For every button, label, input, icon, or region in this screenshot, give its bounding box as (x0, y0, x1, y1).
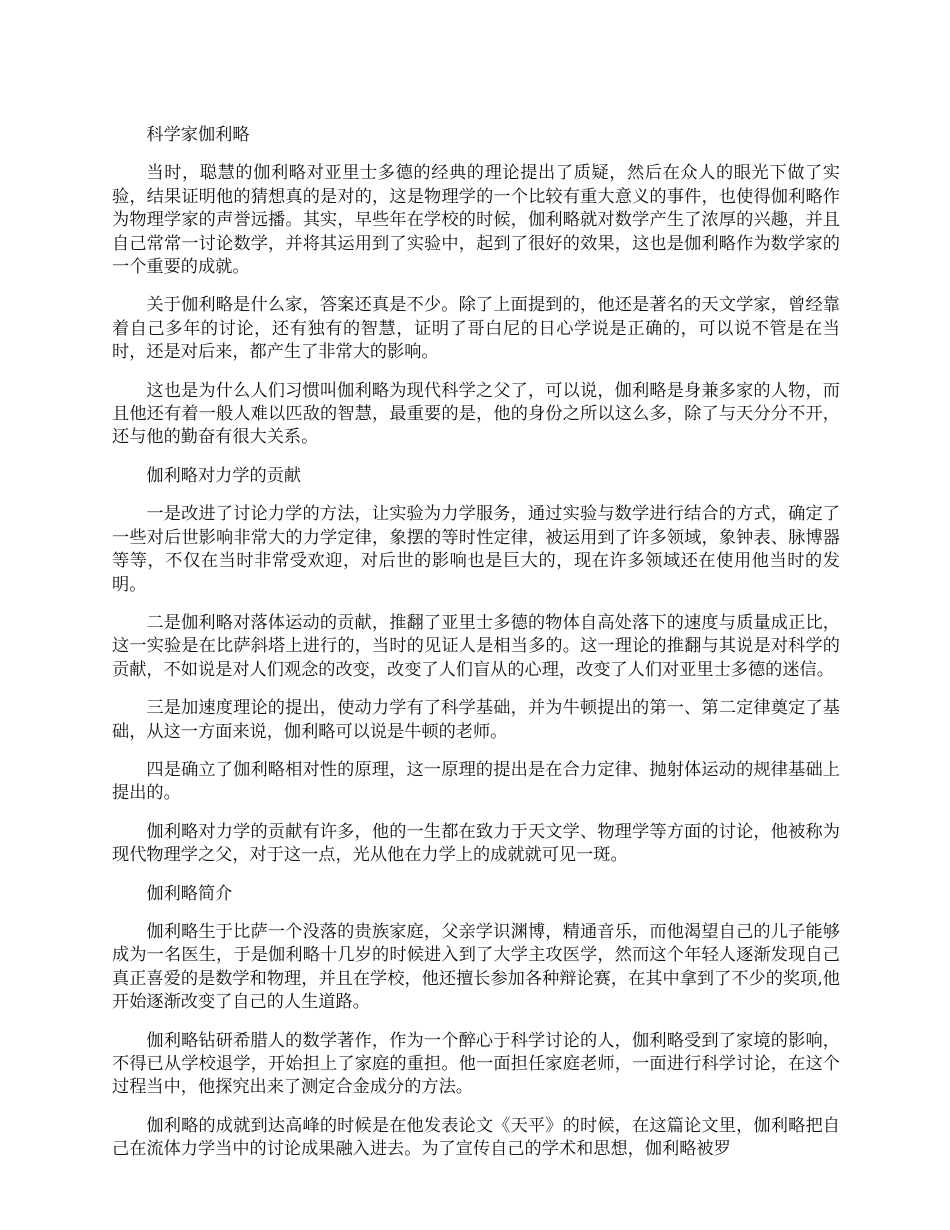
heading-galileo-bio: 伽利略简介 (146, 883, 233, 904)
paragraph: 伽利略生于比萨一个没落的贵族家庭，父亲学识渊博，精通音乐，而他渴望自己的儿子能够成为一名医生，于是伽利略十几岁的时候进入到了大学主攻医学，然而这个年轻人逐渐发现自己真正喜爱的是数学和物理，并且在学校，他还擅长参加各种辩论赛，在其中拿到了不少的奖项,他开始逐渐改变了自己的人生道路。 (112, 921, 840, 1013)
paragraph: 伽利略钻研希腊人的数学著作，作为一个醉心于科学讨论的人，伽利略受到了家境的影响，不得已从学校退学，开始担上了家庭的重担。他一面担任家庭老师，一面进行科学讨论，在这个过程当中，他探究出来了测定合金成分的方法。 (112, 1030, 840, 1098)
paragraph: 四是确立了伽利略相对性的原理，这一原理的提出是在合力定律、抛射体运动的规律基础上提出的。 (112, 759, 840, 804)
heading-mechanics-contribution: 伽利略对力学的贡献 (146, 465, 302, 486)
paragraph: 这也是为什么人们习惯叫伽利略为现代科学之父了，可以说，伽利略是身兼多家的人物，而且他还有着一般人难以匹敌的智慧，最重要的是，他的身份之所以这么多，除了与天分分不开，还与他的勤奋有很大关系。 (112, 380, 840, 448)
heading-scientist-galileo: 科学家伽利略 (146, 125, 250, 145)
paragraph: 伽利略对力学的贡献有许多，他的一生都在致力于天文学、物理学等方面的讨论，他被称为现代物理学之父，对于这一点，光从他在力学上的成就就可见一斑。 (112, 821, 840, 866)
paragraph: 三是加速度理论的提出，使动力学有了科学基础，并为牛顿提出的第一、第二定律奠定了基础，从这一方面来说，伽利略可以说是牛顿的老师。 (112, 698, 840, 742)
paragraph: 一是改进了讨论力学的方法，让实验为力学服务，通过实验与数学进行结合的方式，确定了一些对后世影响非常大的力学定律，象摆的等时性定律，被运用到了许多领域，象钟表、脉博器等等，不仅在当时非常受欢迎，对后世的影响也是巨大的，现在许多领域还在使用他当时的发明。 (112, 504, 840, 595)
paragraph: 二是伽利略对落体运动的贡献，推翻了亚里士多德的物体自高处落下的速度与质量成正比，这一实验是在比萨斜塔上进行的，当时的见证人是相当多的。这一理论的推翻与其说是对科学的贡献，不如说是对人们观念的改变，改变了人们盲从的心理，改变了人们对亚里士多德的迷信。 (112, 612, 840, 680)
document-page (112, 124, 840, 1177)
paragraph: 伽利略的成就到达高峰的时候是在他发表论文《天平》的时候，在这篇论文里，伽利略把自己在流体力学当中的讨论成果融入进去。为了宣传自己的学术和思想，伽利略被罗 (112, 1115, 840, 1160)
paragraph: 当时，聪慧的伽利略对亚里士多德的经典的理论提出了质疑，然后在众人的眼光下做了实验，结果证明他的猜想真的是对的，这是物理学的一个比较有重大意义的事件，也使得伽利略作为物理学家的声誉远播。其实，早些年在学校的时候，伽利略就对数学产生了浓厚的兴趣，并且自己常常一讨论数学，并将其运用到了实验中，起到了很好的效果，这也是伽利略作为数学家的一个重要的成就。 (112, 163, 840, 278)
paragraph: 关于伽利略是什么家，答案还真是不少。除了上面提到的，他还是著名的天文学家，曾经靠着自己多年的讨论，还有独有的智慧，证明了哥白尼的日心学说是正确的，可以说不管是在当时，还是对后来，都产生了非常大的影响。 (112, 295, 840, 363)
